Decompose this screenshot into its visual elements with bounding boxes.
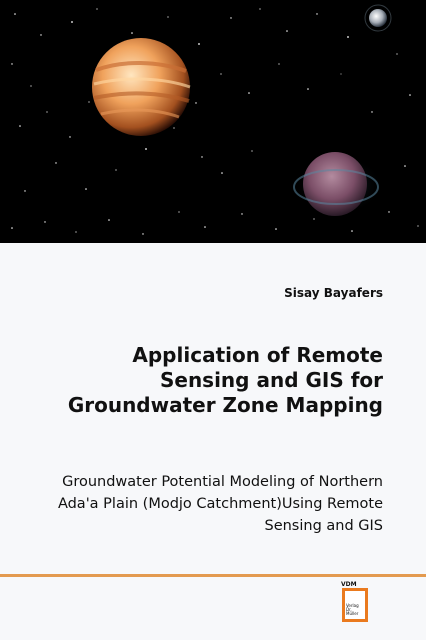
accent-rule [0,574,426,577]
publisher-logo [337,582,377,628]
publisher-name: VDM [341,581,357,588]
book-subtitle: Groundwater Potential Modeling of Northern Ada'a Plain (Modjo Catchment)Using Remote Sensing and GIS [57,474,383,534]
book-title: Application of Remote Sensing and GIS for Groundwater Zone Mapping [67,343,383,417]
publisher-sub-line-1: Verlag [346,603,359,608]
space-illustration [0,0,426,243]
space-scene [0,0,426,243]
publisher-subtitle [346,604,364,616]
publisher-sub-line-2: Dr. Müller [346,607,359,616]
author-name: Sisay Bayafers [284,286,383,300]
orange-planet [92,38,190,136]
